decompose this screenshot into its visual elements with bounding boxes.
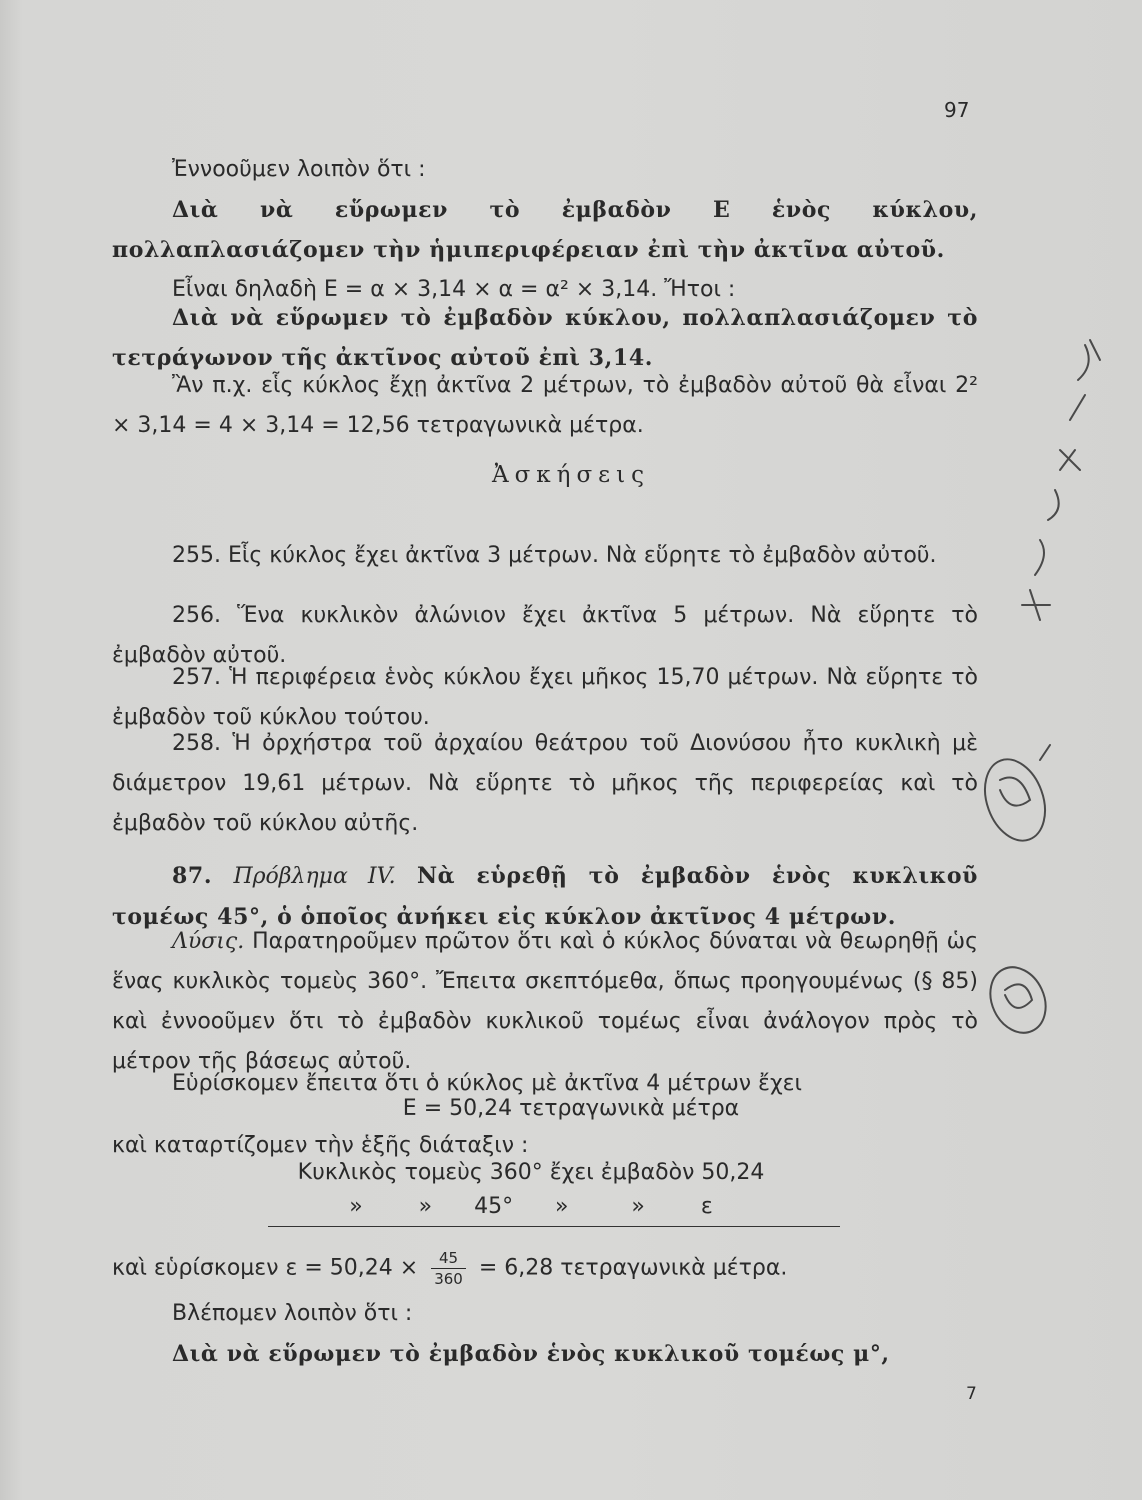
rule-circle-area-2: Διὰ νὰ εὕρωμεν τὸ ἐμβαδὸν κύκλου, πολλαπλασιάζομεν τὸ τετράγωνον τῆς ἀκτῖνος αὐτοῦ ἐπὶ 3,14. (112, 305, 978, 371)
problem-label: Πρόβλημα IV. (233, 864, 396, 889)
area-equation: Ε = 50,24 τετραγωνικὰ μέτρα (402, 1096, 740, 1121)
formula-line: Εἶναι δηλαδὴ Ε = α × 3,14 × α = α² × 3,14. Ἤτοι : (172, 277, 736, 302)
solution-label: Λύσις. (172, 929, 245, 954)
arrange-line: καὶ καταρτίζομεν τὴν ἑξῆς διάταξιν : (112, 1133, 529, 1158)
rule-circle-area-1: Διὰ νὰ εὕρωμεν τὸ ἐμβαδὸν Ε ἑνὸς κύκλου, πολλαπλασιάζομεν τὴν ἡμιπεριφέρειαν ἐπὶ τὴν ἀκτῖνα αὐτοῦ. (112, 197, 978, 263)
problem-number: 87. (172, 863, 213, 889)
pencil-stroke (1090, 340, 1100, 360)
final-rule: Διὰ νὰ εὕρωμεν τὸ ἐμβαδὸν ἑνὸς κυκλικοῦ τομέως μ°, (172, 1341, 890, 1367)
example-paragraph: Ἂν π.χ. εἷς κύκλος ἔχῃ ἀκτῖνα 2 μέτρων, τὸ ἐμβαδὸν αὐτοῦ θὰ εἶναι 2² × 3,14 = 4 × 3,14 = 12,56 τετραγωνικὰ μέτρα. (112, 373, 978, 438)
find-line: Εὑρίσκομεν ἔπειτα ὅτι ὁ κύκλος μὲ ἀκτῖνα 4 μέτρων ἔχει (172, 1071, 802, 1096)
signature-mark: 7 (966, 1384, 977, 1404)
solution-text: Παρατηροῦμεν πρῶτον ὅτι καὶ ὁ κύκλος δύναται νὰ θεωρηθῇ ὡς ἕνας κυκλικὸς τομεὺς 360°. Ἔπειτα σκεπτόμεθα, ὅπως προηγουμένως (§ 85) καὶ ἐννοοῦμεν ὅτι τὸ ἐμβαδὸν κυκλικοῦ τομέως εἶναι ἀνάλογον πρὸς τὸ μέτρον τῆς βάσεως αὐτοῦ. (112, 929, 979, 1074)
pencil-circle-1 (974, 751, 1055, 849)
exercise-255: 255. Εἷς κύκλος ἔχει ἀκτῖνα 3 μέτρων. Νὰ εὕρητε τὸ ἐμβαδὸν αὐτοῦ. (172, 543, 937, 568)
exercises-heading: Ἀσκήσεις (492, 462, 650, 488)
result-suffix: = 6,28 τετραγωνικὰ μέτρα. (478, 1255, 788, 1281)
see-line: Βλέπομεν λοιπὸν ὅτι : (172, 1301, 413, 1326)
pencil-scribble-2 (1005, 984, 1032, 1008)
fraction-denominator: 360 (434, 1270, 463, 1288)
page-number: 97 (944, 98, 970, 122)
pencil-formula-scribble (1022, 345, 1089, 620)
intro-line: Ἐννοοῦμεν λοιπὸν ὅτι : (172, 157, 426, 182)
exercise-257: 257. Ἡ περιφέρεια ἑνὸς κύκλου ἔχει μῆκος 15,70 μέτρων. Νὰ εὕρητε τὸ ἐμβαδὸν τοῦ κύκλου τούτου. (112, 665, 978, 730)
result-prefix: καὶ εὑρίσκομεν ε = 50,24 × (112, 1255, 419, 1281)
pencil-circle-2 (980, 958, 1056, 1042)
proportion-row-2: » » 45° » » ε (349, 1194, 713, 1219)
problem-text: Νὰ εὑρεθῇ τὸ ἐμβαδὸν ἑνὸς κυκλικοῦ τομέως 45°, ὁ ὁποῖος ἀνήκει εἰς κύκλον ἀκτῖνος 4 μέτρων. (112, 863, 979, 930)
exercise-258: 258. Ἡ ὀρχήστρα τοῦ ἀρχαίου θεάτρου τοῦ Διονύσου ἦτο κυκλικὴ μὲ διάμετρον 19,61 μέτρων. Νὰ εὕρητε τὸ μῆκος τῆς περιφερείας καὶ τὸ ἐμβαδὸν τοῦ κύκλου αὐτῆς. (112, 731, 978, 836)
proportion-row-1: Κυκλικὸς τομεὺς 360° ἔχει ἐμβαδὸν 50,24 (297, 1160, 765, 1185)
fraction-numerator: 45 (431, 1248, 466, 1269)
exercise-256: 256. Ἕνα κυκλικὸν ἀλώνιον ἔχει ἀκτῖνα 5 μέτρων. Νὰ εὕρητε τὸ ἐμβαδὸν αὐτοῦ. (112, 603, 978, 668)
